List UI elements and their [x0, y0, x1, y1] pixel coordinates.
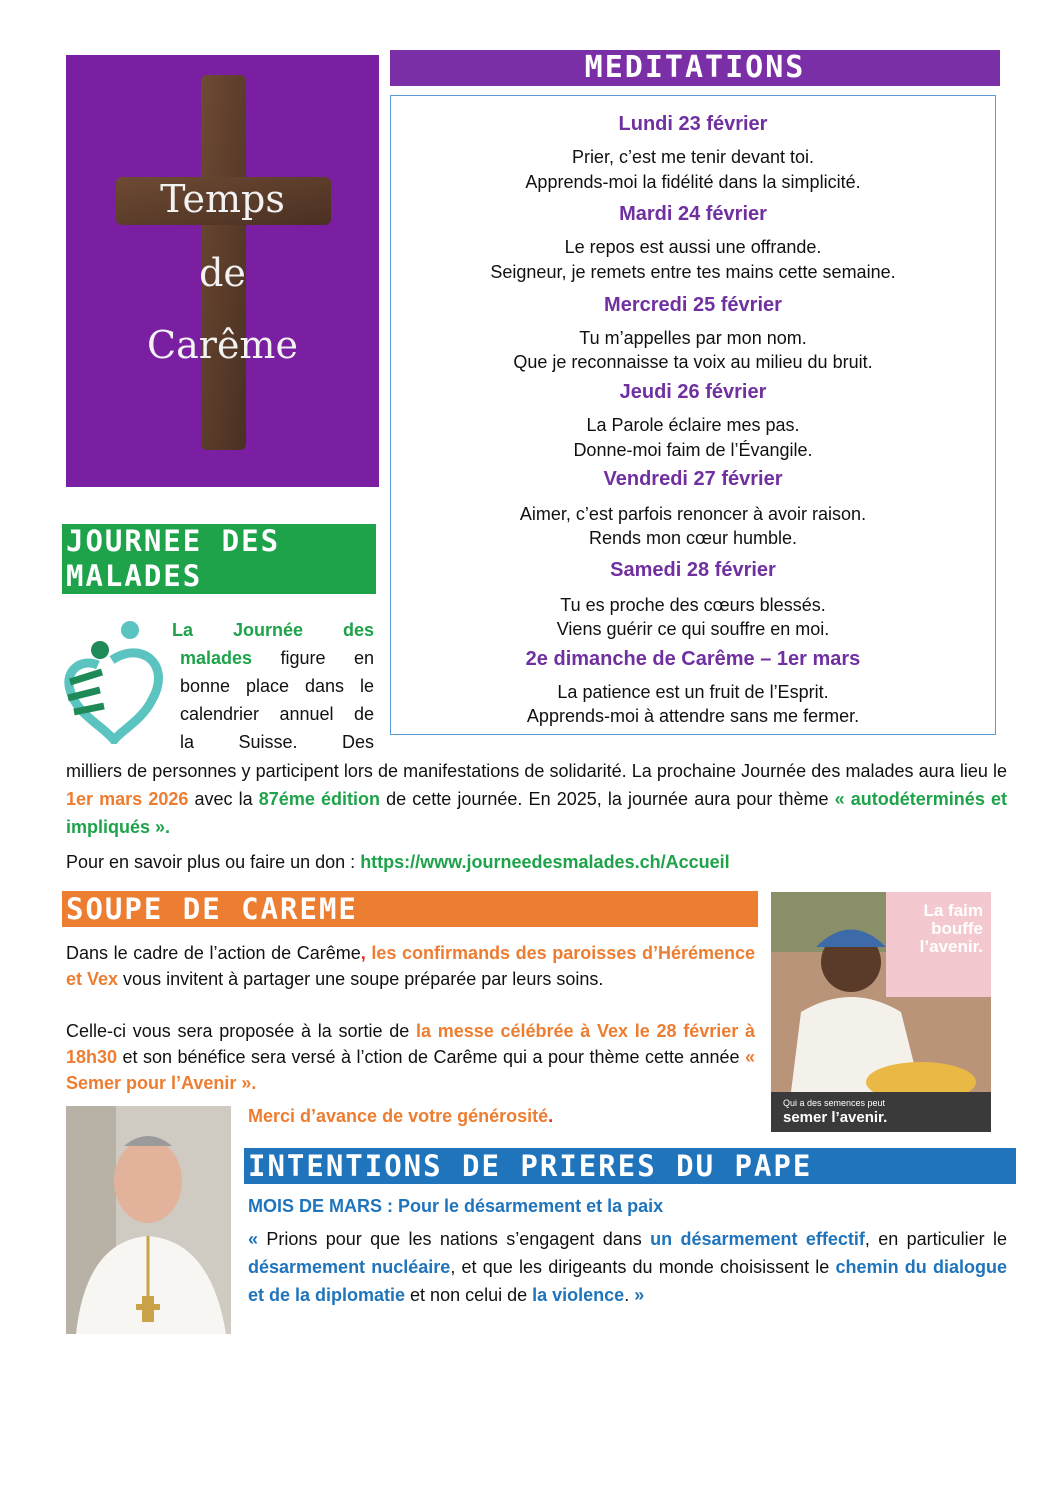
text: milliers de personnes y participent lors de manifestations de solidarité. La prochaine Journée des malades aura lieu le — [66, 761, 1007, 781]
journee-banner — [62, 524, 376, 594]
text: . — [548, 1106, 554, 1126]
med-line: Le repos est aussi une offrande. — [564, 237, 822, 257]
pope-illustration — [66, 1106, 231, 1334]
med-line: La patience est un fruit de l’Esprit. — [557, 682, 829, 702]
poster-text: l’avenir. — [919, 937, 983, 956]
poster-small: Qui a des semences peut — [783, 1098, 886, 1108]
med-line: Apprends-moi la fidélité dans la simplicité. — [525, 172, 861, 192]
soupe-banner: SOUPE DE CAREME — [62, 891, 758, 927]
soupe-thanks-text: Merci d’avance de votre générosité — [248, 1106, 549, 1126]
text: Celle-ci vous sera proposée à la sortie de — [66, 1021, 416, 1041]
med-line: Que je reconnaisse ta voix au milieu du bruit. — [513, 352, 873, 372]
journee-edition: 87éme édition — [258, 789, 380, 809]
poster-text: La faim — [923, 901, 983, 920]
med-line: Apprends-moi à attendre sans me fermer. — [526, 706, 860, 726]
text: et son bénéfice sera versé à l’ction de Carême qui a pour thème cette année — [117, 1047, 745, 1067]
journee-intro-bold-2: malades — [180, 648, 253, 668]
day-title: Mercredi 25 février — [604, 294, 782, 316]
journee-title-2: MALADES — [66, 559, 203, 593]
poster-big: semer l’avenir. — [783, 1109, 888, 1126]
med-line: La Parole éclaire mes pas. — [586, 415, 800, 435]
careme-poster-image — [771, 892, 991, 1132]
journee-column — [180, 644, 374, 756]
soupe-paragraph-2 — [66, 1018, 755, 1096]
quote-open: « — [248, 1229, 267, 1249]
pope-banner: INTENTIONS DE PRIERES DU PAPE — [244, 1148, 1016, 1184]
text: . — [624, 1285, 635, 1305]
prayer-highlight: un désarmement effectif — [650, 1229, 865, 1249]
day-title: 2e dimanche de Carême – 1er mars — [525, 648, 861, 670]
med-line: Aimer, c’est parfois renoncer à avoir raison. — [519, 504, 867, 524]
journee-logo-icon — [62, 620, 168, 744]
pope-portrait-image — [66, 1106, 231, 1334]
lent-text-2: de — [199, 251, 246, 295]
text: vous invitent à partager une soupe préparée par leurs soins. — [118, 969, 604, 989]
journee-col-text: la Suisse. Des — [180, 732, 374, 752]
prayer-highlight: la violence — [532, 1285, 625, 1305]
poster-headline — [883, 902, 983, 956]
pope-subtitle: MOIS DE MARS : Pour le désarmement et la paix — [248, 1196, 664, 1216]
journee-link[interactable]: https://www.journeedesmalades.ch/Accueil — [360, 852, 730, 872]
prayer-highlight: désarmement nucléaire — [248, 1257, 451, 1277]
journee-intro-bold: La Journée des — [172, 620, 374, 640]
journee-col-text: bonne place dans le — [180, 676, 374, 696]
lent-text-3: Carême — [147, 323, 298, 367]
med-line: Tu es proche des cœurs blessés. — [560, 595, 826, 615]
day-title: Jeudi 26 février — [619, 381, 767, 403]
journee-date: 1er mars 2026 — [66, 789, 189, 809]
text: Pour en savoir plus ou faire un don : — [66, 852, 361, 872]
journee-title-1: JOURNEE DES — [66, 524, 281, 558]
text: et non celui de — [405, 1285, 533, 1305]
text: Dans le cadre de l’action de Carême — [66, 943, 361, 963]
soupe-thanks — [248, 1102, 748, 1130]
quote-close: » — [634, 1285, 645, 1305]
journee-col-text: figure en — [252, 648, 374, 668]
day-title: Samedi 28 février — [610, 559, 776, 581]
poster-text: bouffe — [931, 919, 983, 938]
prayer-highlight: chemin du dialogue et de la diplomatie — [248, 1257, 1008, 1305]
journee-link-line — [66, 848, 1007, 876]
med-line: Seigneur, je remets entre tes mains cette semaine. — [490, 262, 896, 282]
lent-text-1: Temps — [160, 177, 285, 221]
text: de cette journée. En 2025, la journée aura pour thème — [379, 789, 835, 809]
text: , — [360, 943, 366, 963]
med-line: Donne-moi faim de l’Évangile. — [573, 440, 813, 460]
pope-prayer — [248, 1225, 1007, 1309]
med-line: Viens guérir ce qui souffre en moi. — [556, 619, 830, 639]
journee-paragraph — [66, 757, 1007, 841]
soupe-highlight: la messe célébrée à Vex le 28 février à 18h30 — [66, 1021, 755, 1067]
meditations-banner: MEDITATIONS — [390, 50, 1000, 86]
day-title: Mardi 24 février — [619, 203, 767, 225]
meditations-box — [390, 95, 996, 735]
text: , et que les dirigeants du monde choisissent le — [450, 1257, 836, 1277]
day-title: Vendredi 27 février — [603, 468, 783, 490]
journee-theme: « autodéterminés et impliqués ». — [66, 789, 1007, 837]
journee-col-text: calendrier annuel de — [180, 704, 374, 724]
journee-intro — [172, 616, 374, 644]
soupe-theme: « Semer pour l’Avenir ». — [66, 1047, 755, 1093]
day-title: Lundi 23 février — [618, 113, 768, 135]
med-line: Tu m’appelles par mon nom. — [579, 328, 807, 348]
text: , en particulier le — [864, 1229, 1007, 1249]
med-line: Rends mon cœur humble. — [588, 528, 798, 548]
soupe-highlight: les confirmands des paroisses d’Hérémence et Vex — [66, 943, 756, 989]
med-line: Prier, c’est me tenir devant toi. — [571, 147, 815, 167]
text: Prions pour que les nations s’engagent dans — [266, 1229, 651, 1249]
soupe-paragraph-1 — [66, 940, 755, 992]
text: avec la — [188, 789, 259, 809]
lent-image — [66, 55, 379, 487]
